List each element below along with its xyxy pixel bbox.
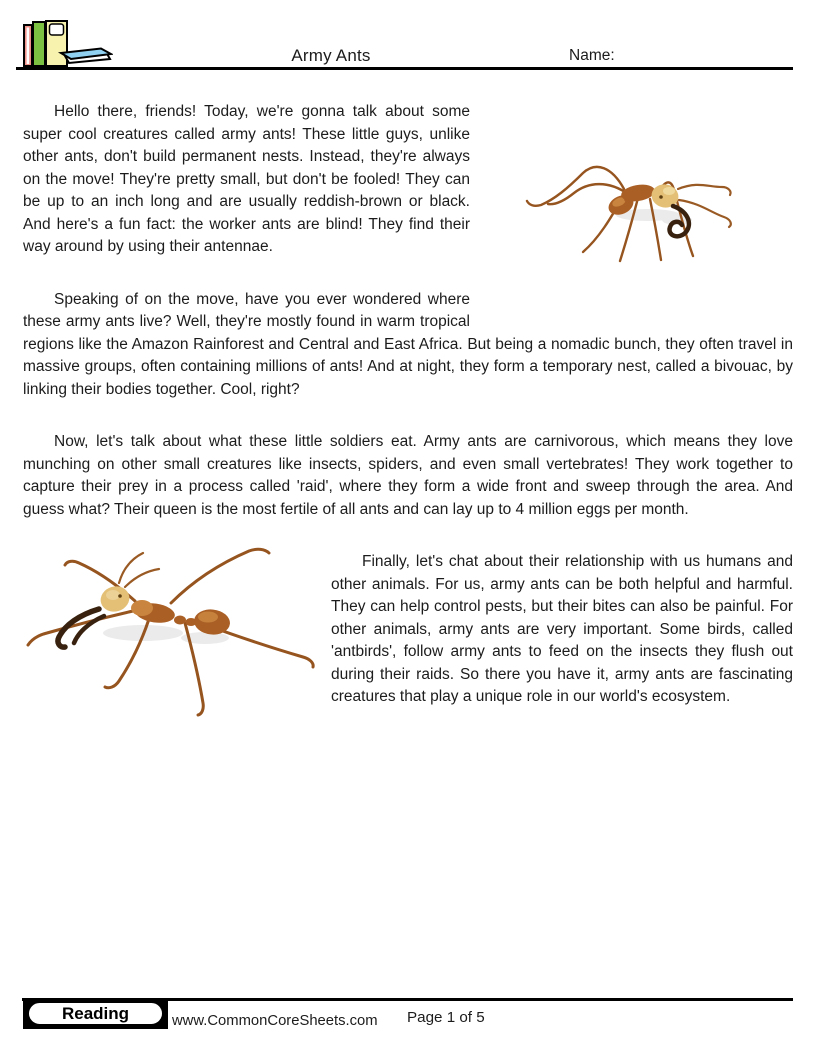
subject-badge-label: Reading (61, 1003, 130, 1023)
article-body (23, 101, 793, 736)
army-ant-photo-left (23, 521, 331, 736)
army-ant-photo-right (470, 101, 793, 326)
paragraph-diet: Now, let's talk about what these little soldiers eat. Army ants are carnivorous, which means they love munching on other small creatures like insects, spiders, and even small vertebrates! They work together to capture their prey in a process called 'raid', where they form a wide front and sweep through the area. And guess what? Their queen is the most fertile of all ants and can lay up to 4 million eggs per month. (23, 433, 793, 518)
name-label: Name: (569, 47, 615, 64)
paragraph-relationship: Finally, let's chat about their relationship with us humans and other animals. For us, army ants can be both helpful and harmful. They can help control pests, but their bites can also be painful. For other animals, army ants are very important. Some birds, called 'antbirds', follow army ants to feed on the insects they flush out during their raids. So there you have it, army ants are fascinating creatures that play a unique role in our world's ecosystem. (331, 553, 793, 705)
paragraph-intro: Hello there, friends! Today, we're gonna talk about some super cool creatures called army ants! These little guys, unlike other ants, don't build permanent nests. Instead, they're always on the move! They're pretty small, but don't be fooled! They can be up to an inch long and are usually reddish-brown or black. And here's a fun fact: the worker ants are blind! They find their way around by using their antennae. (23, 103, 470, 255)
worksheet-title: Army Ants (291, 46, 371, 65)
page-indicator: Page 1 of 5 (407, 1009, 485, 1026)
books-stack-icon (21, 12, 113, 68)
subject-badge-pill (27, 1001, 164, 1026)
subject-badge (23, 998, 168, 1029)
paragraph-habitat: Speaking of on the move, have you ever wondered where these army ants live? Well, they're mostly found in warm tropical regions like the Amazon Rainforest and Central and East Africa. But being a nomadic bunch, they often travel in massive groups, often containing millions of ants! And at night, they form a temporary nest, called a bivouac, by linking their bodies together. Cool, right? (23, 290, 793, 398)
header-rule (16, 67, 793, 70)
website-text: www.CommonCoreSheets.com (172, 1013, 378, 1029)
